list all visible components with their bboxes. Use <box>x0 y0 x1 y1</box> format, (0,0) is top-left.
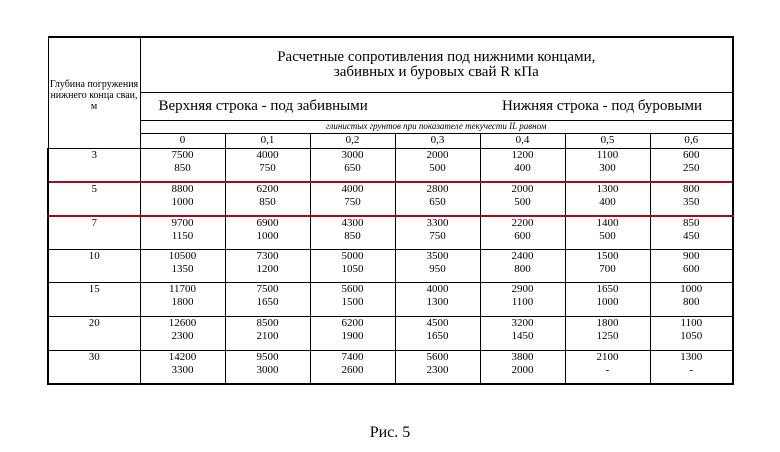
driven-pile-value: 9500 <box>256 351 279 364</box>
bored-pile-value: 1000 <box>256 229 279 242</box>
driven-pile-value: 3300 <box>426 216 449 229</box>
bored-pile-value: 700 <box>599 263 616 276</box>
driven-pile-value: 1200 <box>511 149 534 162</box>
table-row <box>48 351 733 384</box>
resistance-cell <box>395 250 480 283</box>
table-row <box>48 149 733 182</box>
bored-pile-value: - <box>605 364 610 377</box>
bored-pile-value: 600 <box>683 263 700 276</box>
bored-pile-value: 1200 <box>256 263 279 276</box>
resistance-cell <box>650 317 733 351</box>
bored-pile-value: 350 <box>683 195 700 208</box>
resistance-cell <box>225 351 310 384</box>
bored-pile-value: 750 <box>344 195 361 208</box>
bored-pile-value: 500 <box>429 162 446 175</box>
driven-pile-value: 12600 <box>168 317 197 330</box>
driven-pile-value: 2000 <box>426 149 449 162</box>
bored-pile-value: 2600 <box>341 364 364 377</box>
resistance-cell <box>395 182 480 216</box>
driven-pile-value: 2100 <box>596 351 619 364</box>
bored-pile-value: 1300 <box>426 296 449 309</box>
bored-pile-value: 2300 <box>171 330 194 343</box>
resistance-cell <box>650 182 733 216</box>
bored-pile-value: 600 <box>514 229 531 242</box>
driven-pile-value: 2400 <box>511 250 534 263</box>
driven-pile-value: 3500 <box>426 250 449 263</box>
resistance-cell <box>480 317 565 351</box>
table-row <box>48 182 733 216</box>
driven-pile-value: 1300 <box>596 182 619 195</box>
driven-pile-value: 2000 <box>511 182 534 195</box>
bored-pile-value: 800 <box>514 263 531 276</box>
resistance-cell <box>395 351 480 384</box>
resistance-cell <box>650 216 733 250</box>
bored-pile-value: 3000 <box>256 364 279 377</box>
resistance-cell <box>480 351 565 384</box>
depth-cell: 10 <box>48 250 140 283</box>
bored-pile-value: 400 <box>514 162 531 175</box>
bored-pile-value: 1150 <box>171 229 194 242</box>
resistance-cell <box>395 283 480 317</box>
il-value-header: 0,2 <box>310 134 395 149</box>
driven-pile-value: 10500 <box>168 250 197 263</box>
il-value-header: 0,5 <box>565 134 650 149</box>
bored-pile-value: 950 <box>429 263 446 276</box>
bored-pile-value: 1500 <box>341 296 364 309</box>
bored-pile-value: 1050 <box>680 330 703 343</box>
bored-pile-value: 1050 <box>341 263 364 276</box>
bored-pile-value: 2100 <box>256 330 279 343</box>
resistance-cell <box>395 149 480 182</box>
depth-column-header: Глубина погружения нижнего конца сваи, м <box>48 37 140 149</box>
resistance-cell <box>225 317 310 351</box>
resistance-cell <box>480 250 565 283</box>
resistance-cell <box>395 216 480 250</box>
resistance-cell <box>310 250 395 283</box>
il-caption: глинистых грунтов при показателе текучести IL равном <box>140 120 733 134</box>
driven-pile-value: 850 <box>683 216 700 229</box>
table-title-line1: Расчетные сопротивления под нижними концами, <box>277 48 596 65</box>
driven-pile-value: 7400 <box>341 351 364 364</box>
resistance-cell <box>140 216 225 250</box>
driven-pile-value: 600 <box>683 149 700 162</box>
depth-cell: 20 <box>48 317 140 351</box>
bored-pile-value: 300 <box>599 162 616 175</box>
driven-pile-value: 5000 <box>341 250 364 263</box>
bored-pile-value: 1450 <box>511 330 534 343</box>
bored-pile-value: 400 <box>599 195 616 208</box>
bored-pile-value: 750 <box>429 229 446 242</box>
table-row <box>48 317 733 351</box>
resistance-cell <box>225 250 310 283</box>
driven-pile-value: 800 <box>683 182 700 195</box>
resistance-cell <box>225 182 310 216</box>
il-value-header: 0,4 <box>480 134 565 149</box>
driven-pile-value: 11700 <box>168 283 197 296</box>
driven-pile-value: 1650 <box>596 283 619 296</box>
subtitle-row <box>140 92 733 120</box>
bored-pile-value: 1250 <box>596 330 619 343</box>
driven-pile-value: 2900 <box>511 283 534 296</box>
bored-pile-value: 1000 <box>596 296 619 309</box>
resistance-cell <box>650 149 733 182</box>
table-row <box>48 250 733 283</box>
table-row <box>48 283 733 317</box>
depth-cell: 7 <box>48 216 140 250</box>
driven-pile-value: 1400 <box>596 216 619 229</box>
bored-pile-value: 650 <box>344 162 361 175</box>
bored-pile-value: 500 <box>599 229 616 242</box>
bored-pile-value: 1650 <box>426 330 449 343</box>
subtitle-right: Нижняя строка - под буровыми <box>501 97 703 114</box>
resistance-cell <box>650 283 733 317</box>
driven-pile-value: 900 <box>683 250 700 263</box>
resistance-cell <box>310 182 395 216</box>
bored-pile-value: 1000 <box>171 195 194 208</box>
driven-pile-value: 1300 <box>680 351 703 364</box>
table-row <box>48 216 733 250</box>
bored-pile-value: 850 <box>174 162 191 175</box>
bored-pile-value: 1650 <box>256 296 279 309</box>
driven-pile-value: 4000 <box>256 149 279 162</box>
il-value-header: 0,6 <box>650 134 733 149</box>
il-value-header: 0 <box>140 134 225 149</box>
driven-pile-value: 1100 <box>596 149 619 162</box>
depth-cell: 15 <box>48 283 140 317</box>
resistance-cell <box>225 216 310 250</box>
driven-pile-value: 3000 <box>341 149 364 162</box>
driven-pile-value: 14200 <box>168 351 197 364</box>
driven-pile-value: 4000 <box>341 182 364 195</box>
driven-pile-value: 2200 <box>511 216 534 229</box>
resistance-cell <box>310 283 395 317</box>
bored-pile-value: 1350 <box>171 263 194 276</box>
resistance-cell <box>565 149 650 182</box>
resistance-cell <box>480 283 565 317</box>
figure-caption: Рис. 5 <box>369 424 411 441</box>
driven-pile-value: 9700 <box>171 216 194 229</box>
resistance-cell <box>565 283 650 317</box>
driven-pile-value: 6200 <box>341 317 364 330</box>
driven-pile-value: 3800 <box>511 351 534 364</box>
resistance-cell <box>395 317 480 351</box>
bored-pile-value: - <box>689 364 694 377</box>
driven-pile-value: 7300 <box>256 250 279 263</box>
resistance-cell <box>565 182 650 216</box>
bored-pile-value: 1100 <box>511 296 534 309</box>
resistance-cell <box>310 149 395 182</box>
resistance-cell <box>480 182 565 216</box>
driven-pile-value: 4000 <box>426 283 449 296</box>
resistance-cell <box>650 250 733 283</box>
resistance-cell <box>565 351 650 384</box>
depth-cell: 3 <box>48 149 140 182</box>
table-title <box>140 37 733 92</box>
resistance-cell <box>565 250 650 283</box>
bored-pile-value: 2000 <box>511 364 534 377</box>
bored-pile-value: 800 <box>683 296 700 309</box>
resistance-cell <box>480 216 565 250</box>
depth-cell: 5 <box>48 182 140 216</box>
resistance-cell <box>225 149 310 182</box>
resistance-cell <box>225 283 310 317</box>
driven-pile-value: 7500 <box>256 283 279 296</box>
driven-pile-value: 8500 <box>256 317 279 330</box>
resistance-cell <box>480 149 565 182</box>
driven-pile-value: 1100 <box>680 317 703 330</box>
pile-resistance-table <box>47 36 734 385</box>
bored-pile-value: 850 <box>344 229 361 242</box>
resistance-cell <box>565 317 650 351</box>
bored-pile-value: 450 <box>683 229 700 242</box>
depth-cell: 30 <box>48 351 140 384</box>
bored-pile-value: 850 <box>259 195 276 208</box>
resistance-cell <box>140 182 225 216</box>
driven-pile-value: 2800 <box>426 182 449 195</box>
resistance-cell <box>650 351 733 384</box>
driven-pile-value: 4500 <box>426 317 449 330</box>
resistance-cell <box>140 250 225 283</box>
driven-pile-value: 1000 <box>680 283 703 296</box>
driven-pile-value: 4300 <box>341 216 364 229</box>
resistance-cell <box>565 216 650 250</box>
resistance-cell <box>310 351 395 384</box>
resistance-cell <box>310 216 395 250</box>
resistance-cell <box>140 149 225 182</box>
il-value-header: 0,3 <box>395 134 480 149</box>
bored-pile-value: 250 <box>683 162 700 175</box>
resistance-cell <box>310 317 395 351</box>
driven-pile-value: 6200 <box>256 182 279 195</box>
driven-pile-value: 1800 <box>596 317 619 330</box>
subtitle-left: Верхняя строка - под забивными <box>158 97 368 114</box>
driven-pile-value: 3200 <box>511 317 534 330</box>
driven-pile-value: 5600 <box>426 351 449 364</box>
il-value-header: 0,1 <box>225 134 310 149</box>
resistance-cell <box>140 317 225 351</box>
bored-pile-value: 500 <box>514 195 531 208</box>
bored-pile-value: 750 <box>259 162 276 175</box>
bored-pile-value: 2300 <box>426 364 449 377</box>
bored-pile-value: 1800 <box>171 296 194 309</box>
driven-pile-value: 6900 <box>256 216 279 229</box>
driven-pile-value: 8800 <box>171 182 194 195</box>
resistance-cell <box>140 283 225 317</box>
table-title-line2: забивных и буровых свай R кПа <box>333 63 539 80</box>
driven-pile-value: 7500 <box>171 149 194 162</box>
bored-pile-value: 1900 <box>341 330 364 343</box>
bored-pile-value: 3300 <box>171 364 194 377</box>
bored-pile-value: 650 <box>429 195 446 208</box>
resistance-cell <box>140 351 225 384</box>
driven-pile-value: 5600 <box>341 283 364 296</box>
driven-pile-value: 1500 <box>596 250 619 263</box>
